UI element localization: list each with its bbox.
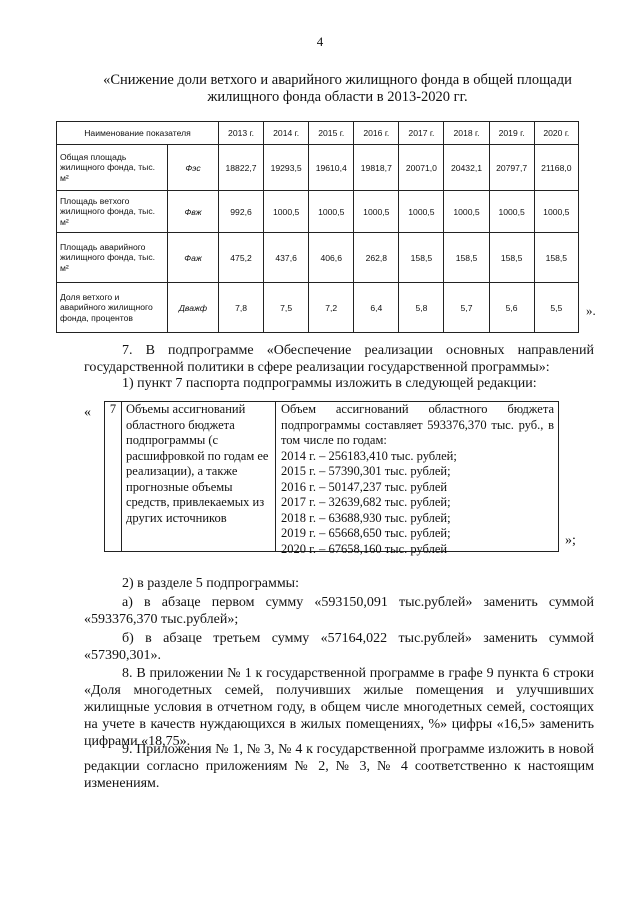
cell-value: 992,6 [219,191,264,233]
cell-value: 5,7 [444,283,489,333]
passport-item-label: Объемы ассигнований областного бюджета подпрограммы (с расшифровкой по годам ее реализации), а также прогнозные объемы средств, привлекаемых из других источников [122,402,276,551]
funding-year-line: 2018 г. – 63688,930 тыс. рублей; [281,510,451,525]
table-header-row [57,122,579,145]
cell-value: 21168,0 [534,145,578,191]
cell-value: 5,5 [534,283,578,333]
cell-value: 19610,4 [309,145,354,191]
cell-value: 1000,5 [264,191,309,233]
header-year: 2014 г. [264,122,309,145]
passport-item-table [104,401,559,556]
cell-value: 5,6 [489,283,534,333]
header-year: 2015 г. [309,122,354,145]
table-title: «Снижение доли ветхого и аварийного жилищного фонда в общей площади жилищного фонда области в 2013-2020 гг. [103,72,572,105]
paragraph-7: 7. В подпрограмме «Обеспечение реализации основных направлений государственной политики в сфере реализации государственной программы»: [84,343,594,375]
cell-value: 20797,7 [489,145,534,191]
table-row [57,191,579,233]
table-row [57,233,579,283]
cell-value: 1000,5 [489,191,534,233]
cell-value: 19293,5 [264,145,309,191]
cell-value: 1000,5 [309,191,354,233]
indicators-table [56,121,579,333]
row-symbol: Фвж [168,191,219,233]
cell-value: 262,8 [354,233,399,283]
cell-value: 7,2 [309,283,354,333]
cell-value: 1000,5 [534,191,578,233]
paragraph-2a: а) в абзаце первом сумму «593150,091 тыс.рублей» заменить суммой «593376,370 тыс.рублей»; [84,595,594,627]
paragraph-2b: б) в абзаце третьем сумму «57164,022 тыс.рублей» заменить суммой «57390,301». [84,631,594,663]
paragraph-7-item-1: 1) пункт 7 паспорта подпрограммы изложить в следующей редакции: [122,376,537,391]
cell-value: 7,8 [219,283,264,333]
passport-item-value [277,402,558,556]
row-symbol: Фаж [168,233,219,283]
cell-value: 1000,5 [399,191,444,233]
paragraph-8: 8. В приложении № 1 к государственной программе в графе 9 пункта 6 строки «Доля многодетных семей, получивших жилые помещения и улучшивших жилищные условия в отчетном году, в общем числе многодетных семей, состоящих на учете в качеств нуждающихся в жилых помещениях, %» цифры «16,5» заменить цифрами «18,75». [84,666,594,749]
cell-value: 158,5 [444,233,489,283]
header-year: 2018 г. [444,122,489,145]
cell-value: 20071,0 [399,145,444,191]
header-year: 2017 г. [399,122,444,145]
header-year: 2020 г. [534,122,578,145]
row-symbol: Дважф [168,283,219,333]
cell-value: 18822,7 [219,145,264,191]
funding-year-line: 2016 г. – 50147,237 тыс. рублей [281,479,448,494]
header-year: 2019 г. [489,122,534,145]
table-row [57,145,579,191]
box-close-quote: »; [565,533,576,548]
row-name: Площадь ветхого жилищного фонда, тыс. м² [57,191,168,233]
header-indicator-name: Наименование показателя [57,122,219,145]
page-number: 4 [316,34,324,49]
cell-value: 20432,1 [444,145,489,191]
cell-value: 1000,5 [444,191,489,233]
cell-value: 5,8 [399,283,444,333]
header-year: 2013 г. [219,122,264,145]
cell-value: 6,4 [354,283,399,333]
cell-value: 19818,7 [354,145,399,191]
funding-year-line: 2015 г. – 57390,301 тыс. рублей; [281,464,451,478]
cell-value: 437,6 [264,233,309,283]
paragraph-9: 9. Приложения № 1, № 3, № 4 к государственной программе изложить в новой редакции согласно приложениям № 2, № 3, № 4 соответственно к настоящим изменениям. [84,742,594,791]
cell-value: 1000,5 [354,191,399,233]
cell-value: 158,5 [489,233,534,283]
box-open-quote: « [84,405,91,420]
cell-value: 158,5 [399,233,444,283]
paragraph-2: 2) в разделе 5 подпрограммы: [122,576,299,591]
row-symbol: Фэс [168,145,219,191]
funding-intro: Объем ассигнований областного бюджета подпрограммы составляет 593376,370 тыс. руб., в том числе по годам: [281,402,554,447]
cell-value: 475,2 [219,233,264,283]
table-row [57,283,579,333]
table-close-quote: ». [586,303,596,318]
funding-year-line: 2019 г. – 65668,650 тыс. рублей; [281,526,451,540]
funding-year-line: 2020 г. – 67658,160 тыс. рублей [281,541,448,556]
cell-value: 158,5 [534,233,578,283]
row-name: Доля ветхого и аварийного жилищного фонда, процентов [57,283,168,333]
funding-year-line: 2017 г. – 32639,682 тыс. рублей; [281,495,451,509]
row-name: Площадь аварийного жилищного фонда, тыс. м² [57,233,168,283]
cell-value: 406,6 [309,233,354,283]
cell-value: 7,5 [264,283,309,333]
passport-item-number: 7 [105,402,122,551]
header-year: 2016 г. [354,122,399,145]
funding-year-line: 2014 г. – 256183,410 тыс. рублей; [281,448,457,463]
row-name: Общая площадь жилищного фонда, тыс. м² [57,145,168,191]
